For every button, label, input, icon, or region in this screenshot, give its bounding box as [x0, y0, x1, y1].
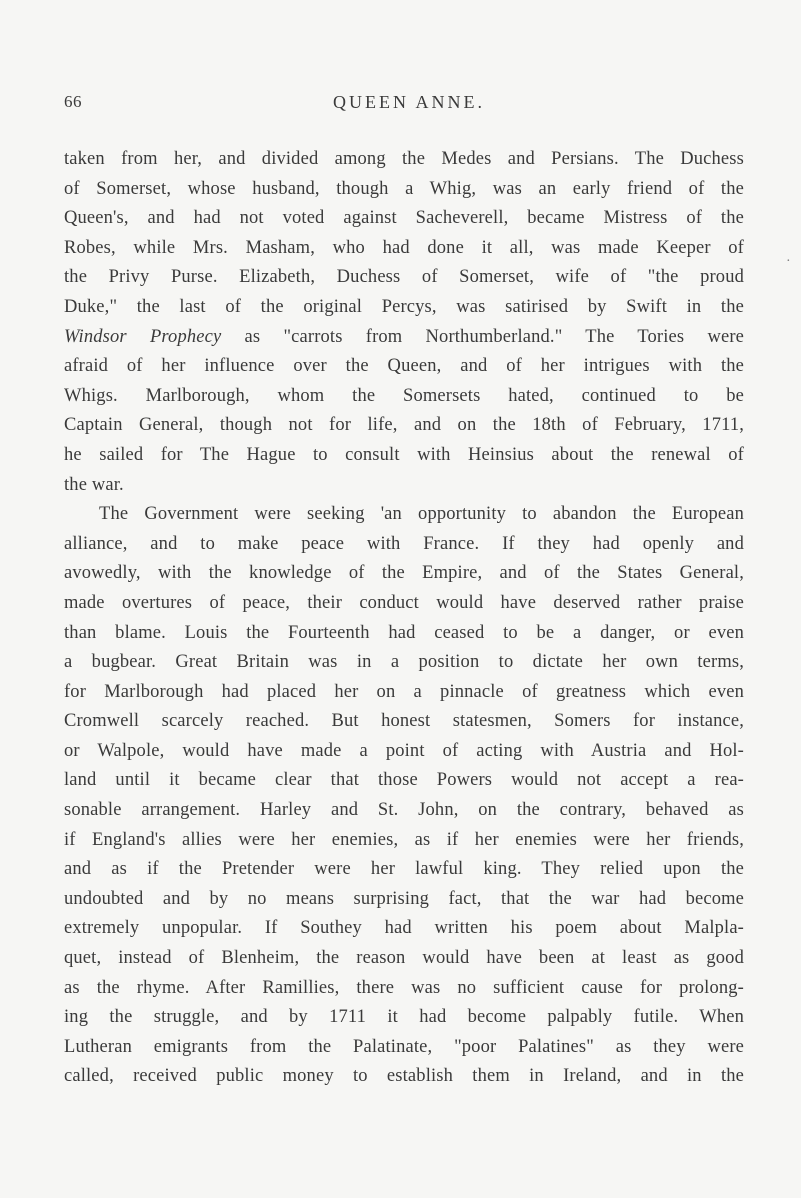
text-line: or Walpole, would have made a point of acting with Austria and Hol-	[64, 740, 744, 761]
text-line: avowedly, with the knowledge of the Empire, and of the States General,	[64, 563, 744, 584]
page-number: 66	[64, 92, 82, 111]
text-line: ing the struggle, and by 1711 it had become palpably futile. When	[64, 1007, 744, 1028]
text-line: than blame. Louis the Fourteenth had ceased to be a danger, or even	[64, 622, 744, 643]
text-line-rest: as "carrots from Northumberland." The Tories were	[221, 326, 744, 347]
text-line: for Marlborough had placed her on a pinnacle of greatness which even	[64, 681, 744, 702]
margin-mark: ·	[786, 254, 791, 269]
text-line: Captain General, though not for life, and on the 18th of February, 1711,	[64, 415, 744, 436]
text-line: he sailed for The Hague to consult with Heinsius about the renewal of	[64, 444, 744, 465]
running-head	[64, 92, 754, 122]
text-line: Duke," the last of the original Percys, was satirised by Swift in the	[64, 296, 744, 317]
text-line: afraid of her influence over the Queen, and of her intrigues with the	[64, 356, 744, 377]
text-line: if England's allies were her enemies, as if her enemies were her friends,	[64, 829, 744, 850]
text-line	[64, 323, 744, 353]
text-line: of Somerset, whose husband, though a Whig, was an early friend of the	[64, 178, 744, 199]
body-text	[64, 145, 744, 1092]
text-line: sonable arrangement. Harley and St. John, on the contrary, behaved as	[64, 800, 744, 821]
text-line: Whigs. Marlborough, whom the Somersets hated, continued to be	[64, 385, 744, 406]
text-line: alliance, and to make peace with France. If they had openly and	[64, 533, 744, 554]
text-line: made overtures of peace, their conduct would have deserved rather praise	[64, 592, 744, 613]
text-line: taken from her, and divided among the Medes and Persians. The Duchess	[64, 149, 744, 169]
text-line: as the rhyme. After Ramillies, there was no sufficient cause for prolong-	[64, 977, 744, 998]
running-title: QUEEN ANNE.	[333, 92, 485, 112]
text-line: the war.	[64, 474, 124, 495]
paragraph-1	[64, 145, 744, 500]
text-line: a bugbear. Great Britain was in a position to dictate her own terms,	[64, 652, 744, 673]
text-line: The Government were seeking 'an opportunity to abandon the European	[99, 504, 744, 525]
text-line: Queen's, and had not voted against Sacheverell, became Mistress of the	[64, 208, 744, 229]
text-line: undoubted and by no means surprising fact, that the war had become	[64, 888, 744, 909]
paragraph-2	[64, 500, 744, 1092]
text-line: called, received public money to establish them in Ireland, and in the	[64, 1066, 744, 1087]
text-line: quet, instead of Blenheim, the reason would have been at least as good	[64, 948, 744, 969]
text-line: Cromwell scarcely reached. But honest statesmen, Somers for instance,	[64, 711, 744, 732]
text-line: extremely unpopular. If Southey had written his poem about Malpla-	[64, 918, 744, 939]
text-line: land until it became clear that those Powers would not accept a rea-	[64, 770, 744, 791]
text-line: Lutheran emigrants from the Palatinate, "poor Palatines" as they were	[64, 1036, 744, 1057]
text-line: the Privy Purse. Elizabeth, Duchess of Somerset, wife of "the proud	[64, 267, 744, 288]
text-line: and as if the Pretender were her lawful king. They relied upon the	[64, 859, 744, 880]
book-title-italic: Windsor Prophecy	[64, 326, 222, 347]
text-line: Robes, while Mrs. Masham, who had done it all, was made Keeper of	[64, 237, 744, 258]
